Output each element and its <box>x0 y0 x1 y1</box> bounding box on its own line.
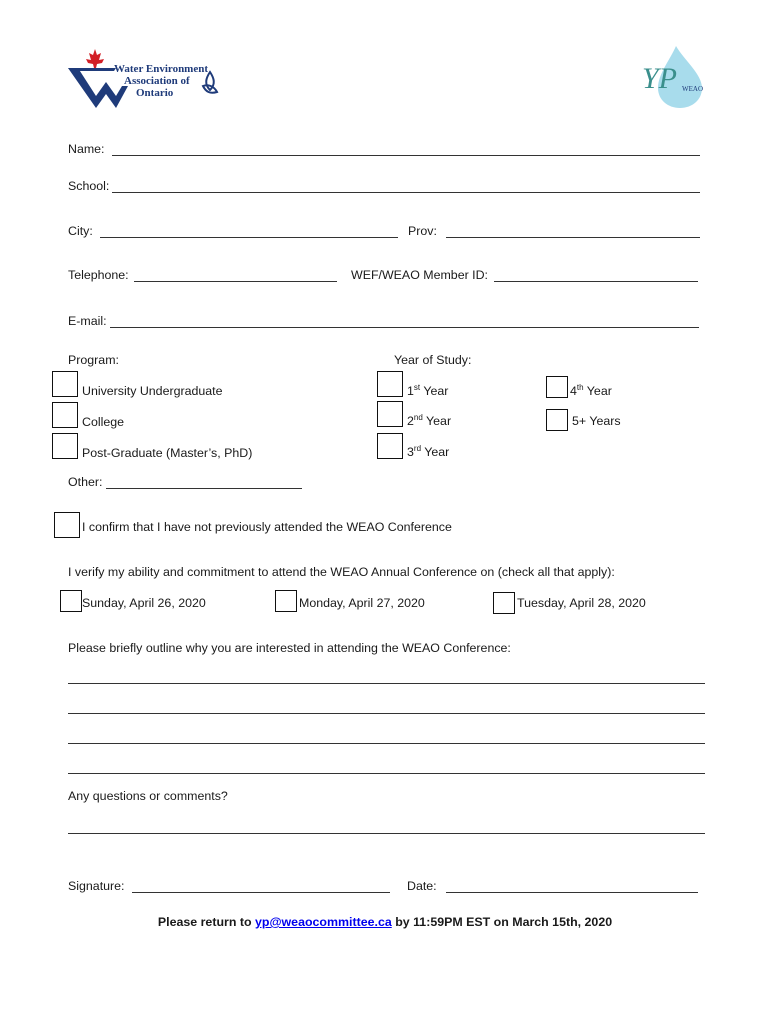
program-undergrad-label: University Undergraduate <box>82 384 223 398</box>
year-1-checkbox[interactable] <box>377 371 403 397</box>
verify-text: I verify my ability and commitment to attend the WEAO Annual Conference on (check all that apply): <box>68 565 615 579</box>
date-field[interactable] <box>446 892 698 893</box>
program-label: Program: <box>68 353 119 367</box>
year-5-label: 5+ Years <box>572 414 621 428</box>
questions-line[interactable] <box>68 833 705 834</box>
svg-text:YP: YP <box>642 62 678 95</box>
program-postgrad-label: Post-Graduate (Master’s, PhD) <box>82 446 253 460</box>
email-field[interactable] <box>110 327 699 328</box>
confirm-label: I confirm that I have not previously attended the WEAO Conference <box>82 520 452 534</box>
return-prefix: Please return to <box>157 915 252 929</box>
program-college-checkbox[interactable] <box>52 402 78 428</box>
year-2-checkbox[interactable] <box>377 401 403 427</box>
monday-label: Monday, April 27, 2020 <box>299 596 425 610</box>
questions-prompt: Any questions or comments? <box>68 789 228 803</box>
year-4-label: 4th Year <box>570 382 612 398</box>
name-label: Name: <box>68 142 105 156</box>
svg-text:WEAO: WEAO <box>682 85 703 93</box>
tuesday-checkbox[interactable] <box>493 592 515 614</box>
monday-checkbox[interactable] <box>275 590 297 612</box>
year-4-checkbox[interactable] <box>546 376 568 398</box>
svg-text:Ontario: Ontario <box>136 87 174 99</box>
member-id-label: WEF/WEAO Member ID: <box>351 268 488 282</box>
signature-label: Signature: <box>68 879 125 893</box>
email-label: E-mail: <box>68 314 107 328</box>
year-2-label: 2nd Year <box>407 412 452 428</box>
date-label: Date: <box>407 879 437 893</box>
return-instructions <box>0 915 770 929</box>
sunday-label: Sunday, April 26, 2020 <box>82 596 206 610</box>
year-3-label: 3rd Year <box>407 443 450 459</box>
school-label: School: <box>68 179 110 193</box>
interest-line-1[interactable] <box>68 683 705 684</box>
member-id-field[interactable] <box>494 281 698 282</box>
tuesday-label: Tuesday, April 28, 2020 <box>517 596 646 610</box>
program-undergrad-checkbox[interactable] <box>52 371 78 397</box>
interest-line-4[interactable] <box>68 773 705 774</box>
sunday-checkbox[interactable] <box>60 590 82 612</box>
confirm-checkbox[interactable] <box>54 512 80 538</box>
prov-field[interactable] <box>446 237 700 238</box>
year-3-checkbox[interactable] <box>377 433 403 459</box>
telephone-field[interactable] <box>134 281 337 282</box>
year-1-label: 1st Year <box>407 382 449 398</box>
weao-logo <box>66 46 222 110</box>
yp-logo <box>640 44 706 110</box>
year-5-checkbox[interactable] <box>546 409 568 431</box>
interest-line-3[interactable] <box>68 743 705 744</box>
svg-text:Water Environment: Water Environment <box>114 63 209 75</box>
interest-line-2[interactable] <box>68 713 705 714</box>
program-postgrad-checkbox[interactable] <box>52 433 78 459</box>
return-deadline: by 11:59PM EST on March 15th, 2020 <box>395 915 613 929</box>
interest-prompt: Please briefly outline why you are interested in attending the WEAO Conference: <box>68 641 511 655</box>
other-field[interactable] <box>106 488 302 489</box>
city-field[interactable] <box>100 237 398 238</box>
year-of-study-label: Year of Study: <box>394 353 472 367</box>
telephone-label: Telephone: <box>68 268 129 282</box>
svg-text:Association of: Association of <box>124 75 190 87</box>
city-label: City: <box>68 224 93 238</box>
prov-label: Prov: <box>408 224 437 238</box>
other-label: Other: <box>68 475 103 489</box>
program-college-label: College <box>82 415 125 429</box>
signature-field[interactable] <box>132 892 390 893</box>
return-email-link[interactable]: yp@weaocommittee.ca <box>255 915 392 929</box>
name-field[interactable] <box>112 155 700 156</box>
school-field[interactable] <box>112 192 700 193</box>
